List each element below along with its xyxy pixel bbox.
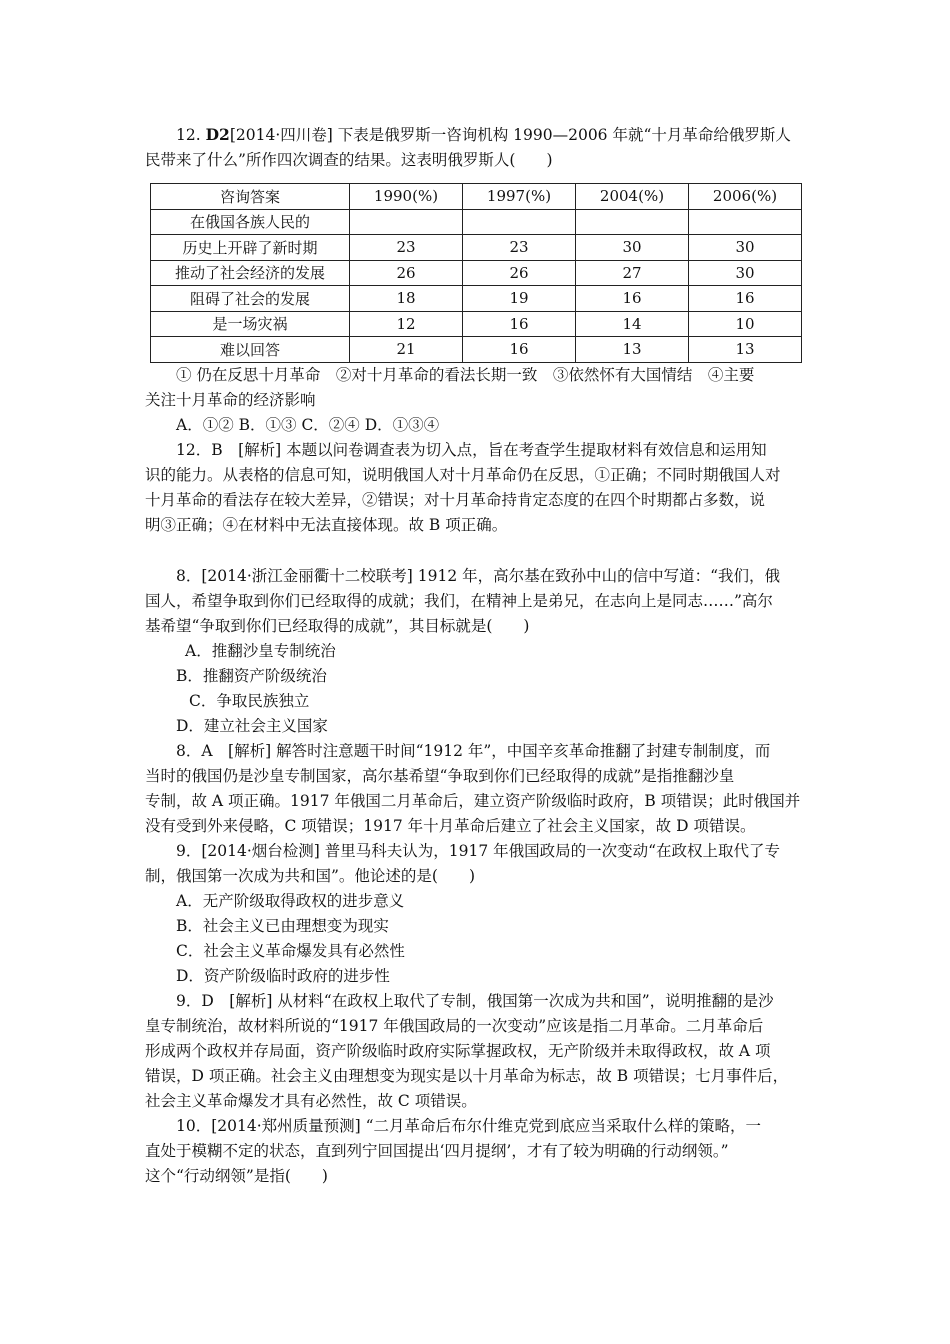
q9-answer-line: 9．D [解析] 从材料“在政权上取代了专制，俄国第一次成为共和国”，说明推翻的是沙 — [176, 991, 774, 1010]
q12-stem-line1: 12. D2[2014·四川卷] 下表是俄罗斯一咨询机构 1990—2006 年就“十月革命给俄罗斯人 — [176, 125, 791, 144]
table-row — [151, 337, 802, 363]
table-header: 2006(%) — [689, 184, 802, 210]
table-cell: 推动了社会经济的发展 — [151, 260, 350, 286]
table-cell: 历史上开辟了新时期 — [151, 235, 350, 261]
table-cell: 30 — [689, 260, 802, 286]
survey-table — [150, 183, 802, 363]
table-header: 1997(%) — [463, 184, 576, 210]
q12-tag: D2 — [205, 125, 230, 144]
table-cell: 30 — [689, 235, 802, 261]
table-header: 2004(%) — [576, 184, 689, 210]
q9-answer-line: 皇专制统治，故材料所说的“1917 年俄国政局的一次变动”应该是指二月革命。二月革命后 — [145, 1016, 764, 1035]
table-cell: 23 — [463, 235, 576, 261]
table-cell: 18 — [350, 286, 463, 312]
table-cell: 13 — [576, 337, 689, 363]
q8-option-a: A．推翻沙皇专制统治 — [185, 641, 336, 660]
table-cell: 难以回答 — [151, 337, 350, 363]
table-header-row — [151, 184, 802, 210]
table-cell: 10 — [689, 311, 802, 337]
q9-option-d: D．资产阶级临时政府的进步性 — [176, 966, 390, 985]
q12-answer-line: 明③正确；④在材料中无法直接体现。故 B 项正确。 — [145, 515, 508, 534]
table-cell: 27 — [576, 260, 689, 286]
q8-option-d: D．建立社会主义国家 — [176, 716, 328, 735]
q10-stem-line: 直处于模糊不定的状态，直到列宁回国提出‘四月提纲’，才有了较为明确的行动纲领。” — [145, 1141, 729, 1160]
table-row — [151, 311, 802, 337]
q9-option-c: C．社会主义革命爆发具有必然性 — [176, 941, 405, 960]
table-row — [151, 286, 802, 312]
q12-answer-line: 识的能力。从表格的信息可知，说明俄国人对十月革命仍在反思，①正确；不同时期俄国人对 — [145, 465, 781, 484]
table-cell: 16 — [576, 286, 689, 312]
q9-answer-line: 形成两个政权并存局面，资产阶级临时政府实际掌握政权，无产阶级并未取得政权，故 A 项 — [145, 1041, 771, 1060]
table-cell: 21 — [350, 337, 463, 363]
table-cell: 在俄国各族人民的 — [151, 209, 350, 235]
table-cell: 16 — [463, 311, 576, 337]
table-cell — [576, 209, 689, 235]
q9-stem-line: 制，俄国第一次成为共和国”。他论述的是( ) — [145, 866, 476, 885]
table-cell: 是一场灾祸 — [151, 311, 350, 337]
table-cell: 12 — [350, 311, 463, 337]
table-cell: 16 — [689, 286, 802, 312]
q8-option-c: C．争取民族独立 — [189, 691, 310, 710]
q12-stem-line2: 民带来了什么”所作四次调查的结果。这表明俄罗斯人( ) — [145, 151, 553, 169]
q8-answer-line: 8．A [解析] 解答时注意题干时间“1912 年”，中国辛亥革命推翻了封建专制制度，而 — [176, 741, 771, 760]
q8-option-b: B．推翻资产阶级统治 — [176, 666, 327, 685]
table-header: 咨询答案 — [151, 184, 350, 210]
table-cell — [463, 209, 576, 235]
q12-statements-line2: 关注十月革命的经济影响 — [145, 390, 316, 409]
table-row — [151, 235, 802, 261]
q8-stem-line: 8．[2014·浙江金丽衢十二校联考] 1912 年，高尔基在致孙中山的信中写道：“我们，俄 — [176, 566, 781, 585]
q9-stem-line: 9．[2014·烟台检测] 普里马科夫认为，1917 年俄国政局的一次变动“在政权上取代了专 — [176, 841, 781, 860]
table-cell: 26 — [463, 260, 576, 286]
table-cell: 26 — [350, 260, 463, 286]
q9-answer-line: 社会主义革命爆发才具有必然性，故 C 项错误。 — [145, 1091, 477, 1110]
table-cell: 23 — [350, 235, 463, 261]
table-cell: 13 — [689, 337, 802, 363]
q12-answer-line: 12．B [解析] 本题以问卷调查表为切入点，旨在考查学生提取材料有效信息和运用知 — [176, 440, 767, 459]
q8-stem-line: 基希望“争取到你们已经取得的成就”，其目标就是( ) — [145, 616, 530, 635]
q10-stem-line: 10．[2014·郑州质量预测] “二月革命后布尔什维克党到底应当采取什么样的策略，一 — [176, 1116, 762, 1135]
table-row — [151, 209, 802, 235]
q8-answer-line: 没有受到外来侵略，C 项错误；1917 年十月革命后建立了社会主义国家，故 D 项错误。 — [145, 816, 756, 835]
q9-option-a: A．无产阶级取得政权的进步意义 — [176, 891, 405, 910]
q8-stem-line: 国人，希望争取到你们已经取得的成就；我们，在精神上是弟兄，在志向上是同志……”高尔 — [145, 591, 773, 610]
table-cell: 19 — [463, 286, 576, 312]
table-row — [151, 260, 802, 286]
table-cell: 阻碍了社会的发展 — [151, 286, 350, 312]
q8-answer-line: 专制，故 A 项正确。1917 年俄国二月革命后，建立资产阶级临时政府，B 项错误；此时俄国并 — [145, 791, 801, 810]
q12-options: A．①② B．①③ C．②④ D．①③④ — [176, 415, 440, 434]
q9-answer-line: 错误，D 项正确。社会主义由理想变为现实是以十月革命为标志，故 B 项错误；七月事件后， — [145, 1066, 789, 1085]
table-cell — [689, 209, 802, 235]
table-header: 1990(%) — [350, 184, 463, 210]
table-cell: 16 — [463, 337, 576, 363]
table-cell: 30 — [576, 235, 689, 261]
table-cell — [350, 209, 463, 235]
q12-statements-line1: ① 仍在反思十月革命 ②对十月革命的看法长期一致 ③依然怀有大国情结 ④主要 — [176, 365, 755, 384]
q9-option-b: B．社会主义已由理想变为现实 — [176, 916, 389, 935]
section-spacer — [145, 538, 808, 564]
table-cell: 14 — [576, 311, 689, 337]
q8-answer-line: 当时的俄国仍是沙皇专制国家，高尔基希望“争取到你们已经取得的成就”是指推翻沙皇 — [145, 766, 735, 785]
q10-stem-line: 这个“行动纲领”是指( ) — [145, 1166, 328, 1185]
q12-answer-line: 十月革命的看法存在较大差异，②错误；对十月革命持肯定态度的在四个时期都占多数，说 — [145, 490, 766, 509]
document-page — [145, 122, 808, 1189]
q12-number: 12. — [176, 126, 201, 144]
